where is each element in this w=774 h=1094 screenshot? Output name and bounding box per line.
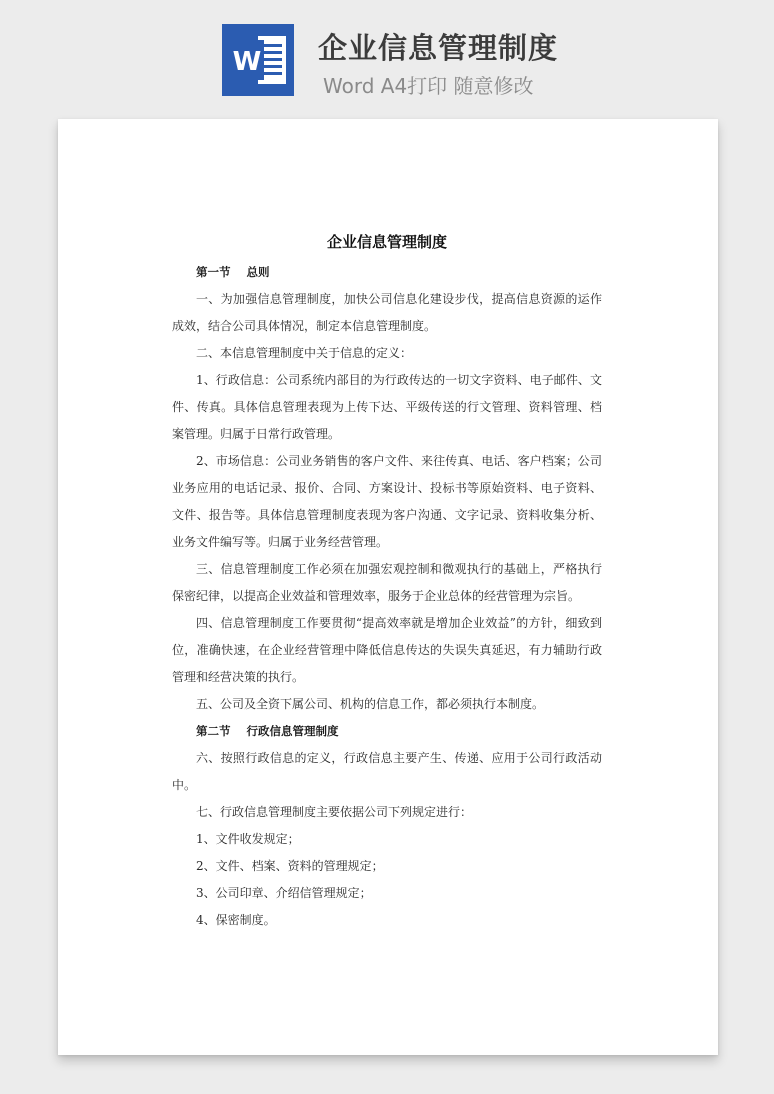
document-title: 企业信息管理制度 xyxy=(326,233,447,251)
paragraph: 一、为加强信息管理制度，加快公司信息化建设步伐，提高信息资源的运作成效，结合公司具体情况，制定本信息管理制度。 xyxy=(172,292,602,333)
banner-title: 企业信息管理制度 xyxy=(318,31,559,65)
list-item: 2、文件、档案、资料的管理规定； xyxy=(196,859,384,873)
section-heading-2: 第二节 行政信息管理制度 xyxy=(196,724,339,738)
document-page xyxy=(58,119,718,1055)
list-item: 3、公司印章、介绍信管理规定； xyxy=(196,886,372,900)
paragraph: 四、信息管理制度工作要贯彻“提高效率就是增加企业效益”的方针，细致到位，准确快速，在企业经营管理中降低信息传达的失误失真延迟，有力辅助行政管理和经营决策的执行。 xyxy=(172,616,602,684)
list-item: 4、保密制度。 xyxy=(196,913,276,927)
svg-text:W: W xyxy=(232,47,262,77)
paragraph: 五、公司及全资下属公司、机构的信息工作，都必须执行本制度。 xyxy=(196,697,545,711)
banner-subtitle: Word A4打印 随意修改 xyxy=(323,74,534,98)
paragraph: 三、信息管理制度工作必须在加强宏观控制和微观执行的基础上，严格执行保密纪律，以提高企业效益和管理效率，服务于企业总体的经营管理为宗旨。 xyxy=(172,562,602,603)
list-item: 1、文件收发规定； xyxy=(196,832,300,846)
paragraph: 1、行政信息：公司系统内部目的为行政传达的一切文字资料、电子邮件、文件、传真。具体信息管理表现为上传下达、平级传送的行文管理、资料管理、档案管理。归属于日常行政管理。 xyxy=(172,373,602,441)
word-icon xyxy=(222,24,294,96)
section-heading-1: 第一节 总则 xyxy=(196,265,270,279)
paragraph: 七、行政信息管理制度主要依据公司下列规定进行： xyxy=(196,805,473,819)
paragraph: 二、本信息管理制度中关于信息的定义： xyxy=(196,346,413,360)
header-banner xyxy=(0,0,774,118)
paragraph: 六、按照行政信息的定义，行政信息主要产生、传递、应用于公司行政活动中。 xyxy=(172,751,602,792)
paragraph: 2、市场信息：公司业务销售的客户文件、来往传真、电话、客户档案；公司业务应用的电话记录、报价、合同、方案设计、投标书等原始资料、电子资料、文件、报告等。具体信息管理制度表现为客户沟通、文字记录、资料收集分析、业务文件编写等。归属于业务经营管理。 xyxy=(172,454,602,549)
